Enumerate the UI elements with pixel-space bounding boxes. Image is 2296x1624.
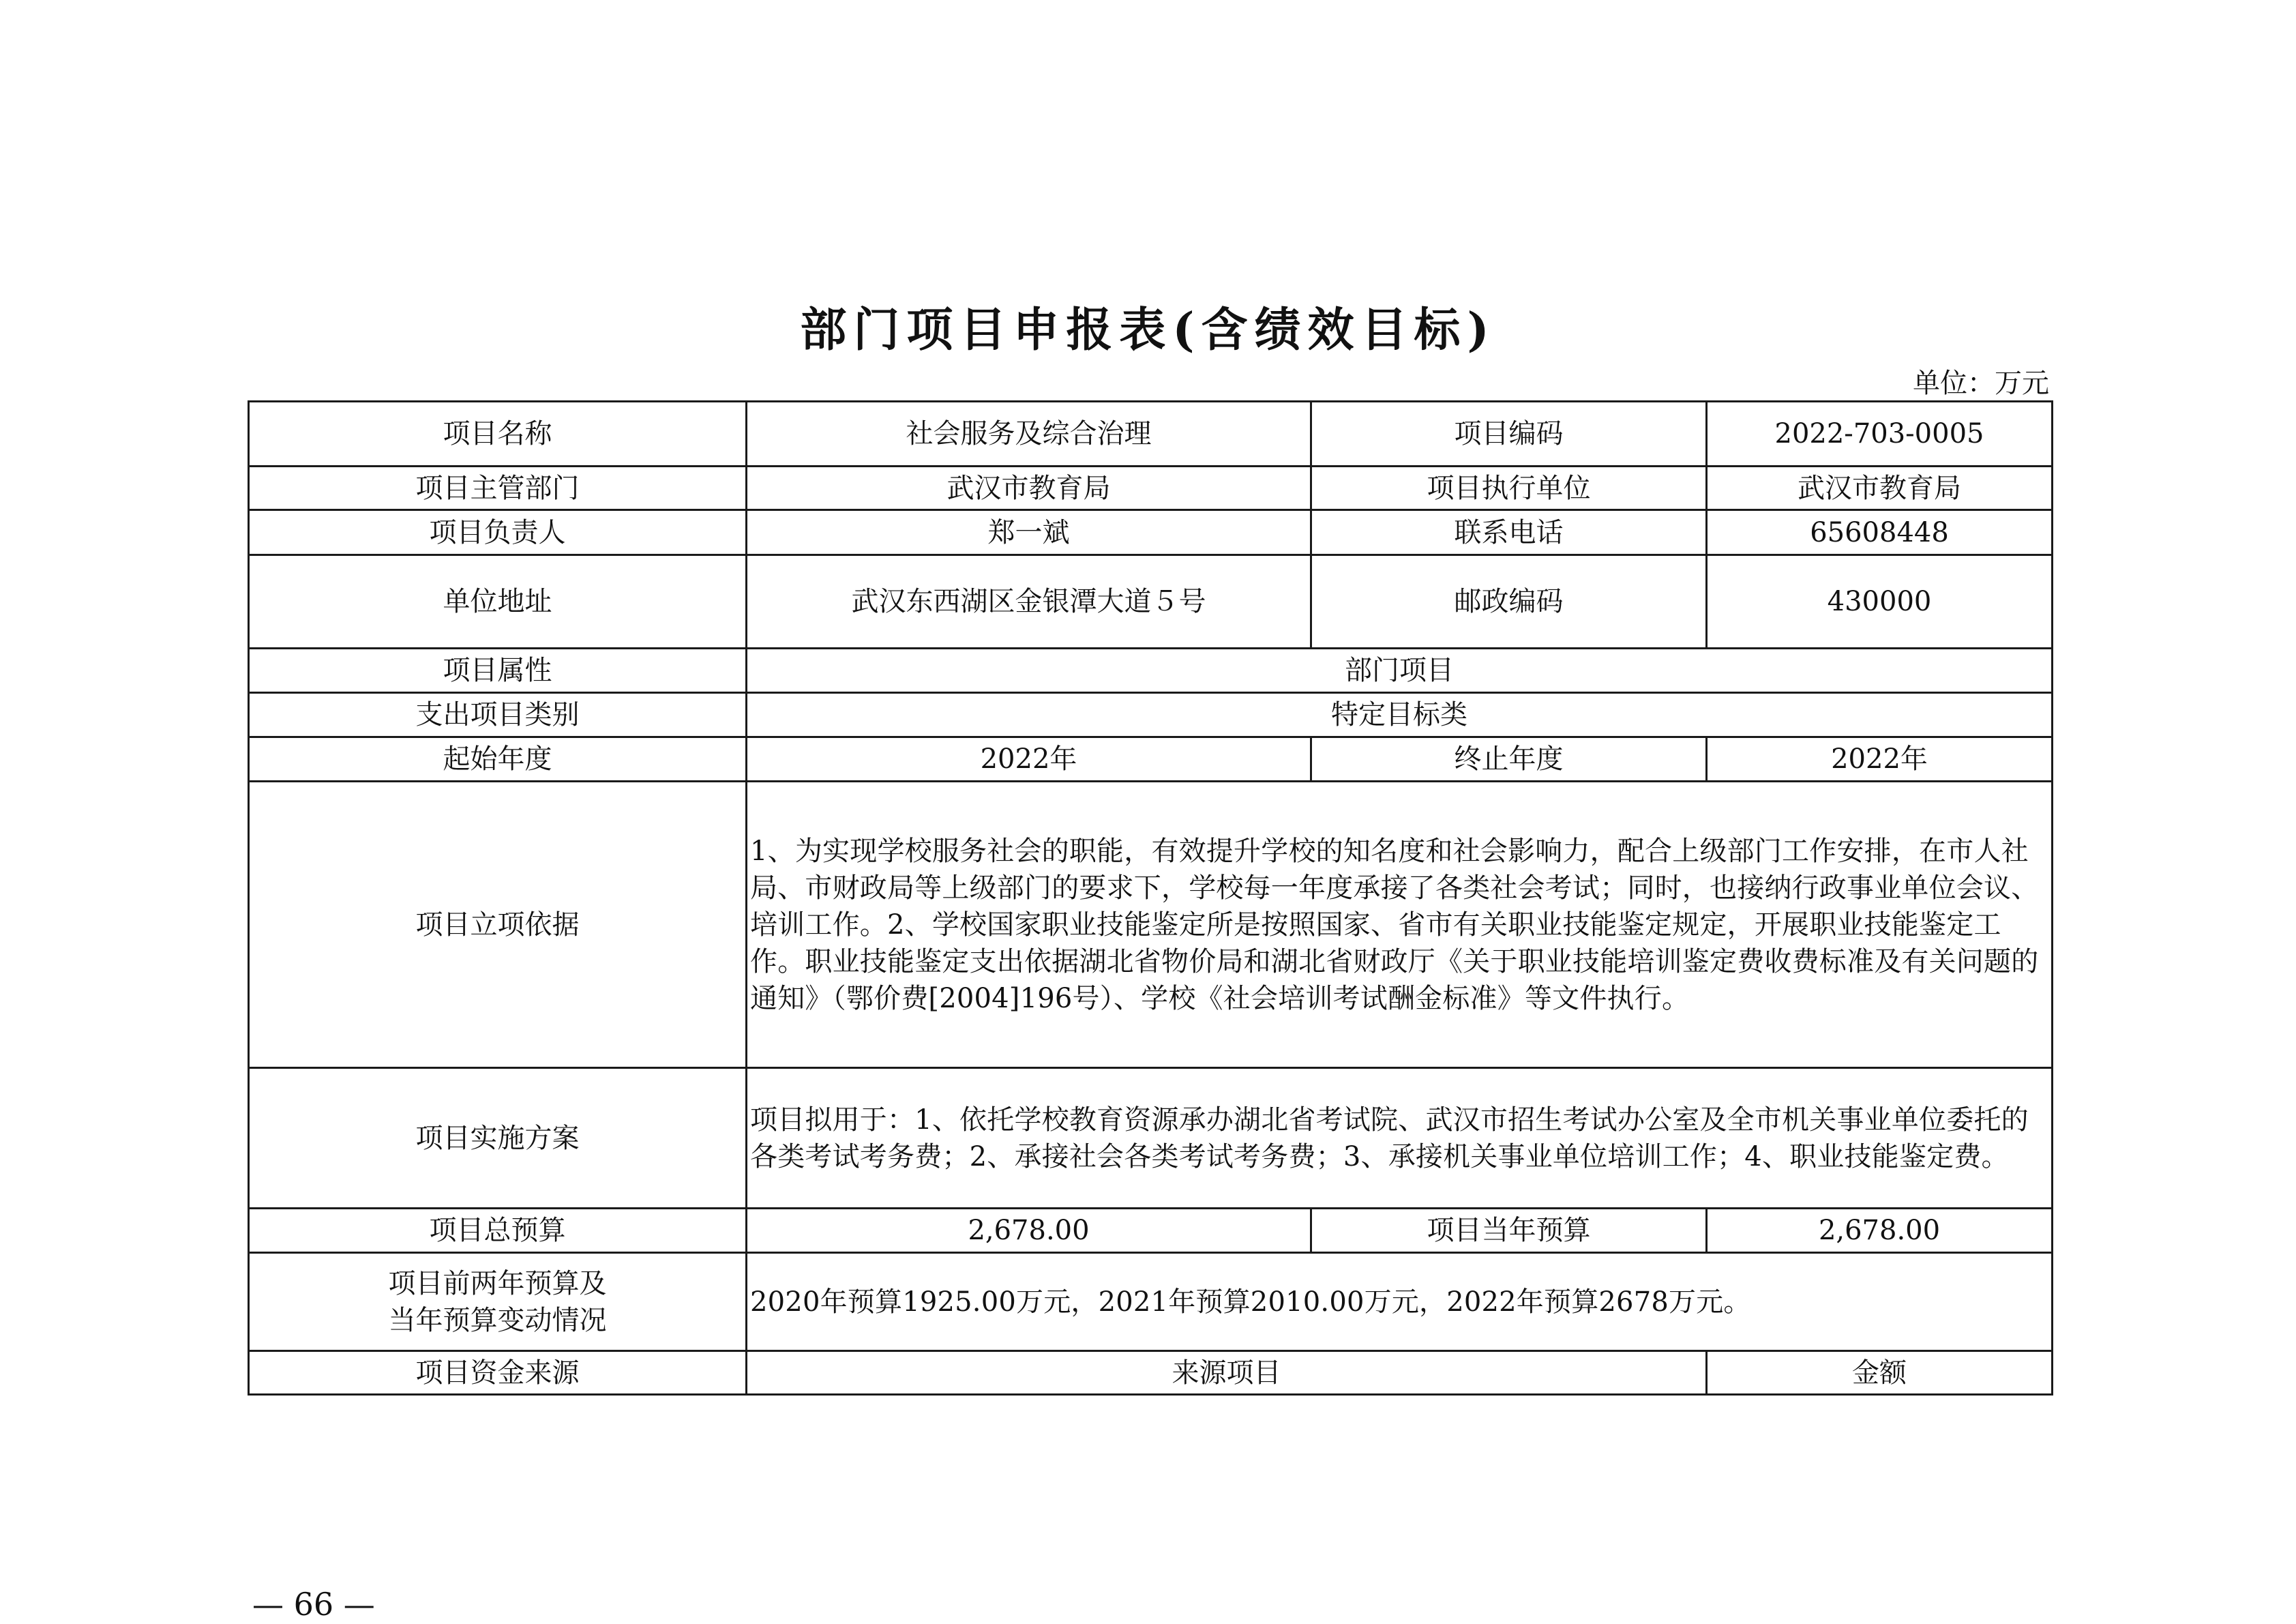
table-row [249, 1351, 2053, 1395]
end-year-label: 终止年度 [1311, 737, 1707, 782]
project-name-value: 社会服务及综合治理 [747, 402, 1311, 467]
project-code-value: 2022-703-0005 [1707, 402, 2053, 467]
page-title: 部门项目申报表(含绩效目标) [800, 303, 1496, 357]
category-label: 支出项目类别 [249, 693, 747, 737]
postcode-label: 邮政编码 [1311, 555, 1707, 649]
start-year-value: 2022年 [747, 737, 1311, 782]
supervisor-label: 项目主管部门 [249, 467, 747, 510]
project-application-table [248, 400, 2053, 1396]
project-name-label: 项目名称 [249, 402, 747, 467]
table-row [249, 1253, 2053, 1351]
current-budget-value: 2,678.00 [1707, 1209, 2053, 1253]
leader-value: 郑一斌 [747, 510, 1311, 555]
table-row [249, 649, 2053, 693]
basis-label: 项目立项依据 [249, 782, 747, 1068]
plan-text: 项目拟用于：1、依托学校教育资源承办湖北省考试院、武汉市招生考试办公室及全市机关事业单位委托的各类考试考务费；2、承接社会各类考试考务费；3、承接机关事业单位培训工作；4、职业技能鉴定费。 [747, 1068, 2053, 1209]
executor-label: 项目执行单位 [1311, 467, 1707, 510]
total-budget-label: 项目总预算 [249, 1209, 747, 1253]
table-row [249, 555, 2053, 649]
executor-value: 武汉市教育局 [1707, 467, 2053, 510]
budget-history-text: 2020年预算1925.00万元，2021年预算2010.00万元，2022年预算2678万元。 [747, 1253, 2053, 1351]
address-label: 单位地址 [249, 555, 747, 649]
attribute-value: 部门项目 [747, 649, 2053, 693]
phone-label: 联系电话 [1311, 510, 1707, 555]
phone-value: 65608448 [1707, 510, 2053, 555]
postcode-value: 430000 [1707, 555, 2053, 649]
end-year-value: 2022年 [1707, 737, 2053, 782]
funding-source-label: 项目资金来源 [249, 1351, 747, 1395]
supervisor-value: 武汉市教育局 [747, 467, 1311, 510]
table-row [249, 693, 2053, 737]
current-budget-label: 项目当年预算 [1311, 1209, 1707, 1253]
total-budget-value: 2,678.00 [747, 1209, 1311, 1253]
table-row [249, 782, 2053, 1068]
attribute-label: 项目属性 [249, 649, 747, 693]
plan-label: 项目实施方案 [249, 1068, 747, 1209]
category-value: 特定目标类 [747, 693, 2053, 737]
budget-history-label-line1: 项目前两年预算及 [388, 1267, 607, 1299]
page-number: — 66 — [252, 1586, 375, 1623]
funding-source-item-header: 来源项目 [747, 1351, 1707, 1395]
address-value: 武汉东西湖区金银潭大道５号 [747, 555, 1311, 649]
unit-label: 单位：万元 [1913, 368, 2049, 399]
table-row [249, 510, 2053, 555]
table-row [249, 737, 2053, 782]
table-row [249, 1068, 2053, 1209]
table-row [249, 402, 2053, 467]
basis-text: 1、为实现学校服务社会的职能，有效提升学校的知名度和社会影响力，配合上级部门工作安排，在市人社局、市财政局等上级部门的要求下，学校每一年度承接了各类社会考试；同时，也接纳行政事业单位会议、培训工作。2、学校国家职业技能鉴定所是按照国家、省市有关职业技能鉴定规定，开展职业技能鉴定工作。职业技能鉴定支出依据湖北省物价局和湖北省财政厅《关于职业技能培训鉴定费收费标准及有关问题的通知》（鄂价费[2004]196号）、学校《社会培训考试酬金标准》等文件执行。 [747, 782, 2053, 1068]
funding-amount-header: 金额 [1707, 1351, 2053, 1395]
leader-label: 项目负责人 [249, 510, 747, 555]
project-code-label: 项目编码 [1311, 402, 1707, 467]
start-year-label: 起始年度 [249, 737, 747, 782]
table-row [249, 1209, 2053, 1253]
budget-history-label-line2: 当年预算变动情况 [388, 1304, 607, 1336]
table-row [249, 467, 2053, 510]
budget-history-label [249, 1253, 747, 1351]
